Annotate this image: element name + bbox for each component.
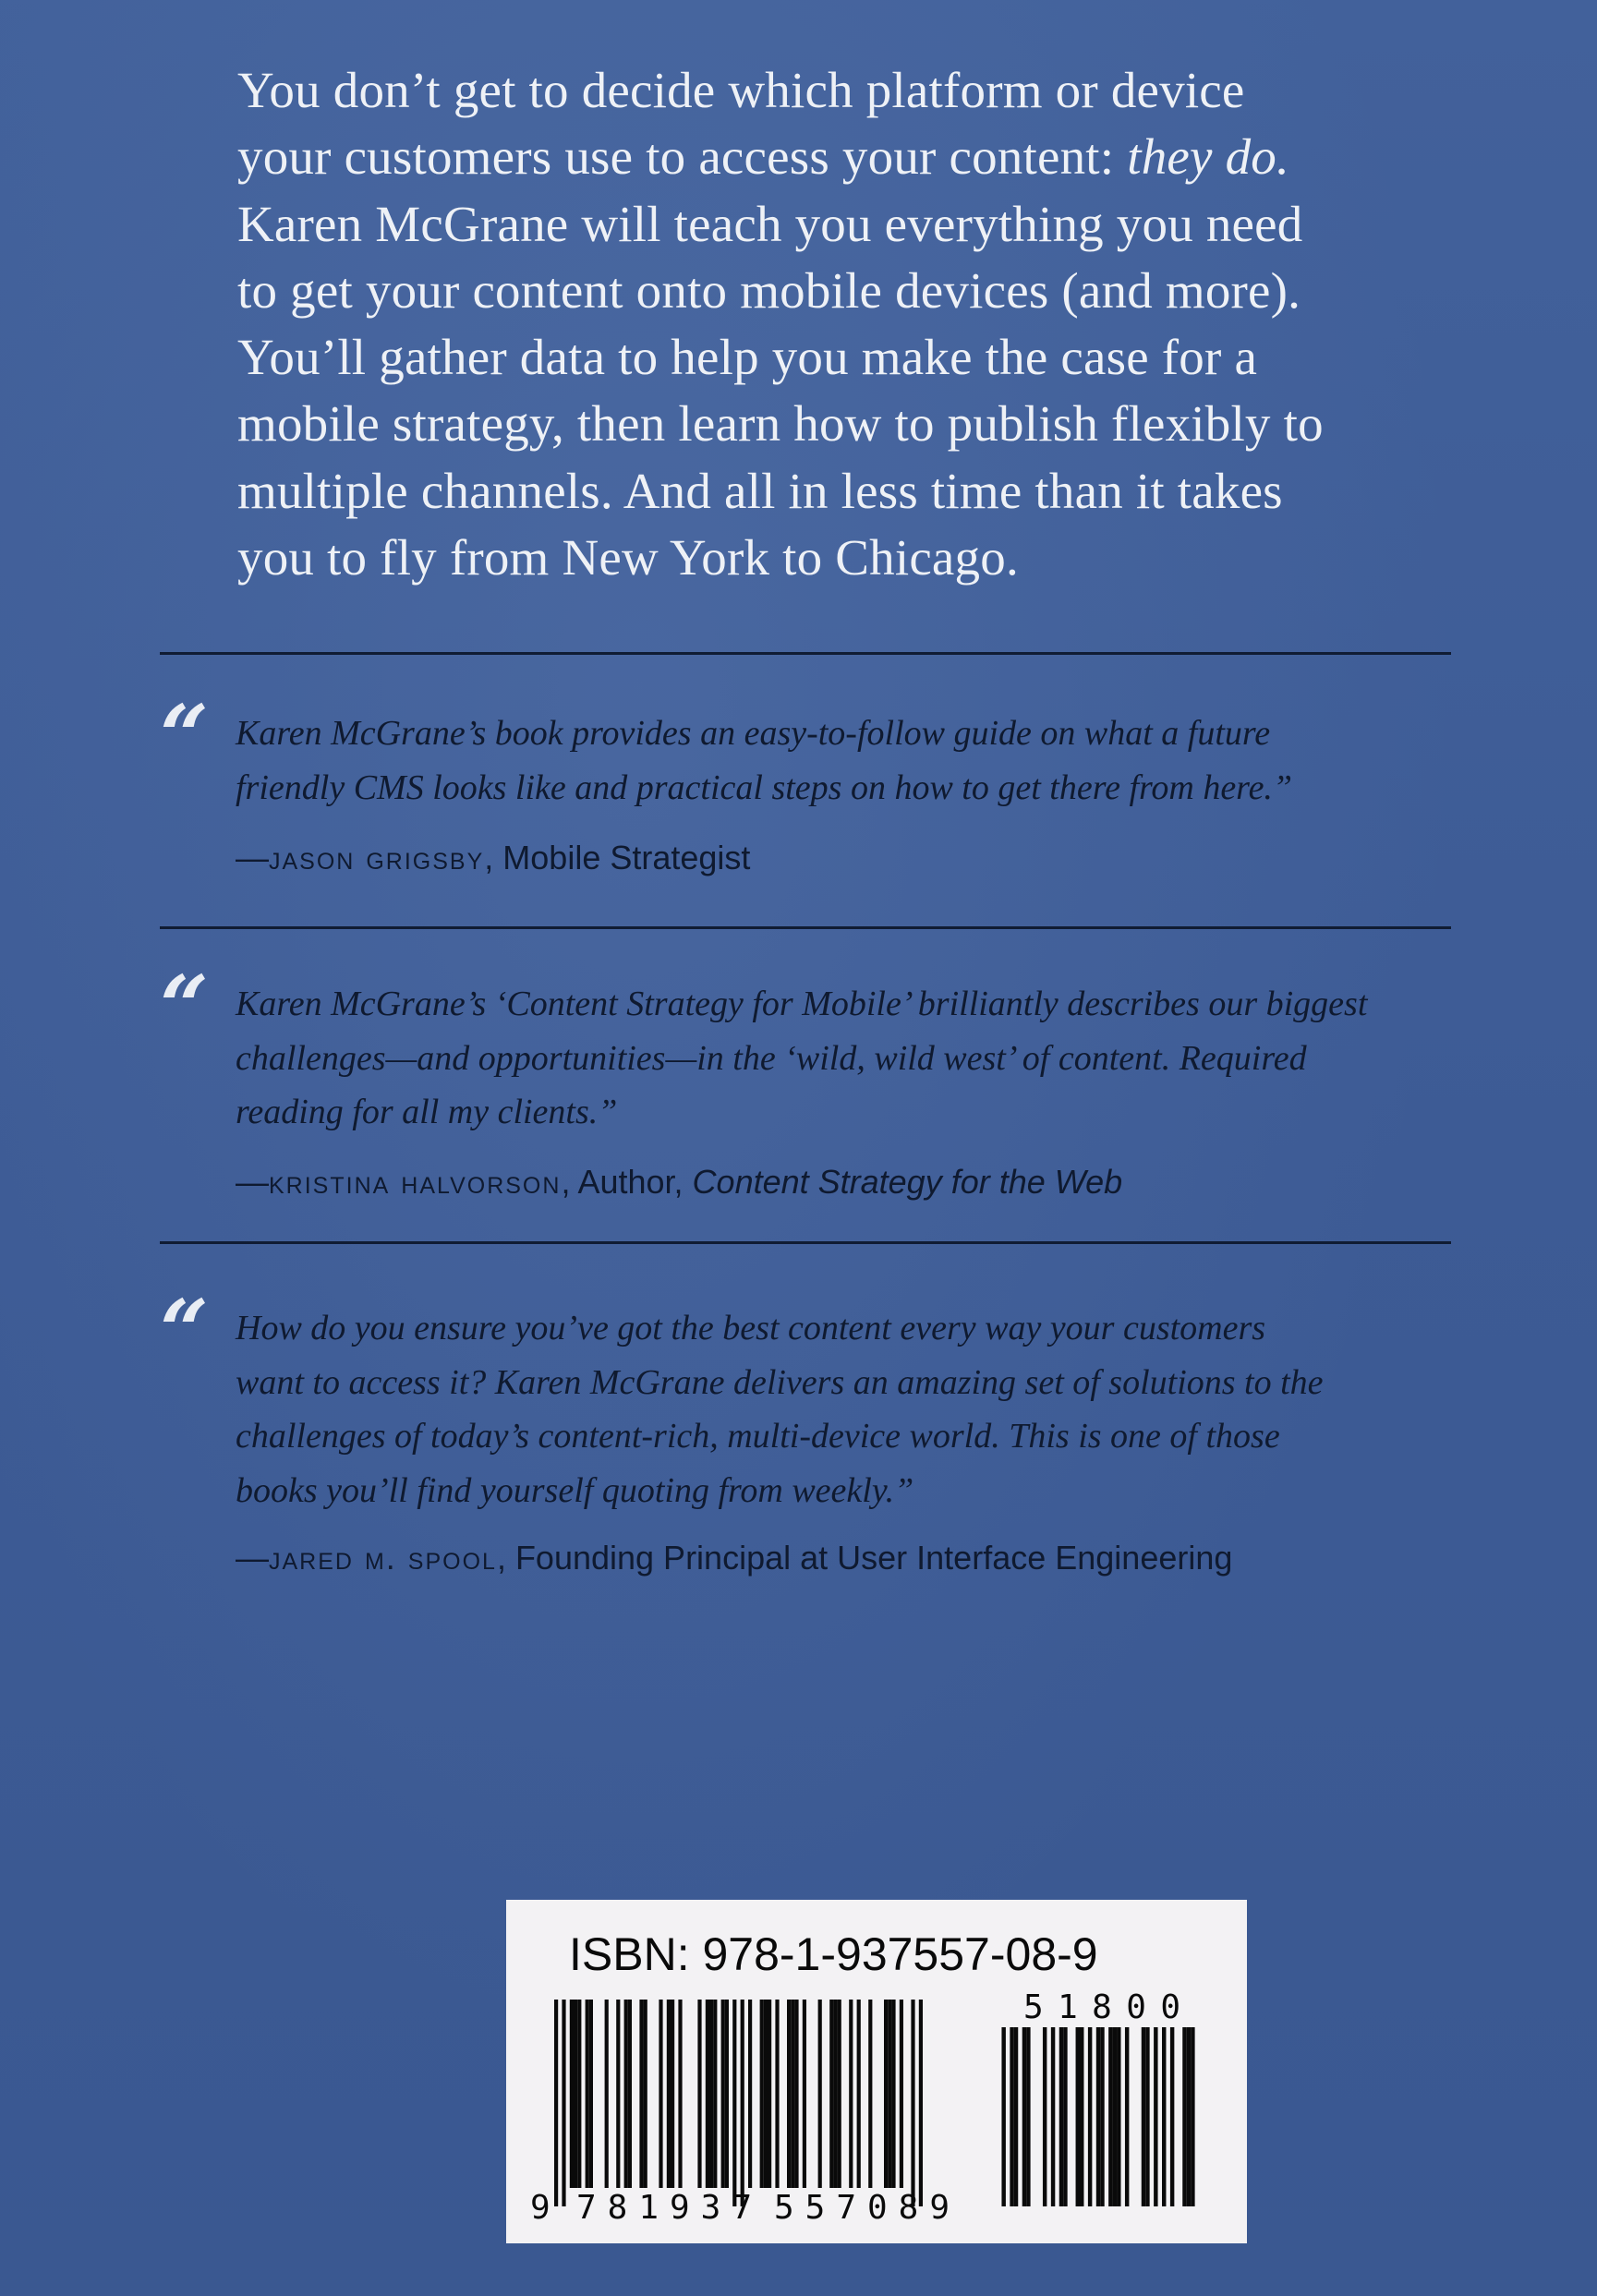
addon-bar (1162, 2027, 1166, 2206)
addon-bar (1154, 2027, 1157, 2206)
barcode-left-digits: 781937 (576, 2189, 752, 2227)
addon-barcode-bars (1001, 2027, 1194, 2206)
attribution-dash: — (236, 1539, 269, 1577)
barcode-bar (888, 2000, 891, 2188)
addon-bar (1170, 2027, 1174, 2206)
testimonial-line: reading for all my clients.” (236, 1093, 618, 1131)
addon-bar (1142, 2027, 1145, 2206)
barcode-bar (791, 2000, 794, 2188)
barcode-bar (589, 2000, 593, 2188)
addon-bar (1014, 2027, 1018, 2206)
barcode-bar (764, 2000, 768, 2188)
blurb-line-text: your customers use to access your content: (237, 128, 1128, 186)
blurb-line: you to fly from New York to Chicago. (237, 529, 1019, 586)
testimonial-attribution (236, 1538, 1232, 1578)
barcode-bar (639, 2000, 643, 2188)
barcode-bar (616, 2000, 620, 2188)
barcode-bar (713, 2000, 717, 2188)
testimonial-line: friendly CMS looks like and practical steps on how to get there from here.” (236, 767, 1293, 807)
barcode-bar (748, 2000, 752, 2188)
barcode-bar (794, 2000, 798, 2188)
attribution-dash: — (236, 1163, 269, 1201)
quote-mark-icon: “ (160, 1281, 209, 1381)
attribution-book-title: Content Strategy for the Web (692, 1163, 1123, 1201)
blurb-line (237, 124, 1475, 190)
barcode-bar (732, 2000, 736, 2206)
divider-rule (160, 1241, 1451, 1244)
blurb-line: to get your content onto mobile devices (and more). (237, 261, 1301, 319)
barcode-bar (709, 2000, 713, 2188)
blurb-emphasis: they do. (1127, 128, 1289, 186)
addon-bar (1113, 2027, 1117, 2206)
attribution-role: , Mobile Strategist (484, 839, 751, 876)
barcode-icon (506, 1900, 1247, 2243)
barcode-bar (838, 2000, 841, 2188)
addon-bar (1088, 2027, 1092, 2206)
barcode-bar (760, 2000, 764, 2188)
barcode-bar (644, 2000, 647, 2188)
addon-bar (1076, 2027, 1080, 2206)
main-barcode-bars (554, 2000, 923, 2206)
testimonial-line: challenges—and opportunities—in the ‘wild, wild west’ of content. Required (236, 1038, 1307, 1078)
addon-bar (1117, 2027, 1120, 2206)
testimonial-text (236, 1301, 1464, 1517)
blurb-line: You’ll gather data to help you make the case for a (237, 329, 1258, 386)
barcode-bar (857, 2000, 861, 2188)
divider-rule (160, 926, 1451, 929)
quote-mark-icon: “ (160, 686, 209, 786)
attribution-name: jared m. spool (269, 1539, 497, 1577)
addon-bar (1022, 2027, 1026, 2206)
attribution-role: , Author, (561, 1163, 693, 1201)
barcode-bar (900, 2000, 903, 2188)
isbn-barcode-label (506, 1900, 1247, 2243)
blurb-paragraph (237, 57, 1475, 591)
barcode-bar (768, 2000, 771, 2188)
barcode-bar (678, 2000, 682, 2188)
barcode-bar (741, 2000, 744, 2206)
testimonial-line: want to access it? Karen McGrane delivers an amazing set of solutions to the (236, 1362, 1324, 1402)
addon-bar (1051, 2027, 1055, 2206)
addon-bar (1043, 2027, 1047, 2206)
barcode-bar (628, 2000, 632, 2188)
attribution-name: jason grigsby (269, 839, 485, 876)
testimonial-line: Karen McGrane’s book provides an easy-to-follow guide on what a future (236, 714, 1271, 753)
barcode-bar (624, 2000, 628, 2188)
barcode-bar (829, 2000, 833, 2188)
barcode-bar (659, 2000, 662, 2188)
blurb-line: You don’t get to decide which platform or device (237, 62, 1245, 118)
attribution-dash: — (236, 839, 269, 876)
blurb-line: Karen McGrane will teach you everything you need (237, 195, 1303, 252)
barcode-bar (586, 2000, 589, 2188)
addon-bar (1059, 2027, 1063, 2206)
divider-rule (160, 652, 1451, 655)
barcode-bar (787, 2000, 791, 2188)
testimonial-text (236, 707, 1464, 815)
addon-bar (1080, 2027, 1083, 2206)
addon-bar (1191, 2027, 1194, 2206)
barcode-bar (775, 2000, 779, 2188)
barcode-bar (554, 2000, 558, 2206)
blurb-line: multiple channels. And all in less time than it takes (237, 462, 1283, 519)
addon-bar (1145, 2027, 1149, 2206)
barcode-bar (671, 2000, 674, 2188)
addon-bar (1187, 2027, 1191, 2206)
addon-bar (1026, 2027, 1030, 2206)
addon-bar (1010, 2027, 1013, 2206)
blurb-line: mobile strategy, then learn how to publish flexibly to (237, 395, 1324, 453)
barcode-bar (911, 2000, 914, 2206)
barcode-bar (562, 2000, 565, 2206)
attribution-role: , Founding Principal at User Interface Engineering (496, 1539, 1233, 1577)
barcode-bar (868, 2000, 872, 2188)
addon-bar (1063, 2027, 1067, 2206)
testimonial-line: How do you ensure you’ve got the best content every way your customers (236, 1309, 1266, 1347)
testimonial-line: challenges of today’s content-rich, multi-device world. This is one of those (236, 1417, 1280, 1456)
barcode-bar (884, 2000, 888, 2188)
barcode-bar (667, 2000, 671, 2188)
isbn-number: ISBN: 978-1-937557-08-9 (569, 1928, 1098, 1980)
barcode-bar (574, 2000, 577, 2188)
barcode-bar (605, 2000, 609, 2188)
barcode-bar (803, 2000, 806, 2188)
barcode-bar (706, 2000, 709, 2188)
barcode-bar (849, 2000, 853, 2188)
barcode-bar (891, 2000, 895, 2188)
testimonial-line: books you’ll find yourself quoting from weekly.” (236, 1470, 914, 1510)
barcode-bar (721, 2000, 725, 2188)
barcode-bar (725, 2000, 729, 2188)
addon-bar (1182, 2027, 1186, 2206)
barcode-addon-digits: 51800 (1023, 1988, 1180, 2026)
barcode-bar (577, 2000, 581, 2188)
barcode-bar (570, 2000, 574, 2188)
barcode-lead-digit: 9 (530, 2189, 550, 2227)
barcode-bar (833, 2000, 837, 2188)
testimonial-attribution (236, 1162, 1122, 1202)
testimonial-text (236, 977, 1464, 1140)
barcode-bar (818, 2000, 822, 2188)
addon-bar (1108, 2027, 1112, 2206)
attribution-name: kristina halvorson (269, 1163, 562, 1201)
quote-mark-icon: “ (160, 957, 209, 1057)
barcode-right-digits: 557089 (774, 2189, 950, 2227)
addon-bar (1125, 2027, 1129, 2206)
barcode-bar (697, 2000, 701, 2188)
addon-bar (1100, 2027, 1104, 2206)
testimonial-attribution (236, 838, 750, 878)
testimonial-line: Karen McGrane’s ‘Content Strategy for Mobile’ brilliantly describes our biggest (236, 985, 1368, 1023)
addon-bar (1001, 2027, 1005, 2206)
addon-bar (1096, 2027, 1100, 2206)
barcode-bar (919, 2000, 923, 2206)
